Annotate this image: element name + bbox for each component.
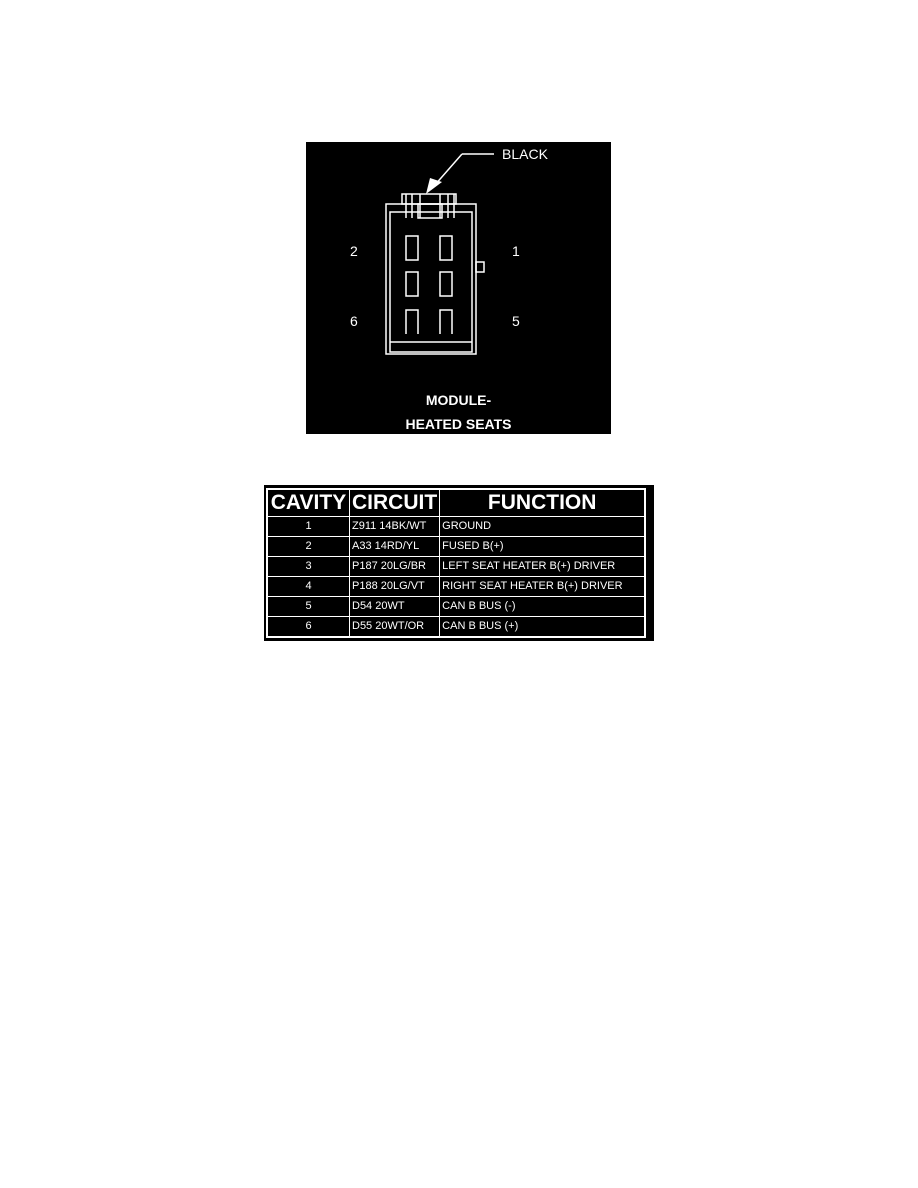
cavity-cell: 5 xyxy=(267,597,350,617)
circuit-cell: D54 20WT xyxy=(350,597,440,617)
circuit-cell: Z911 14BK/WT xyxy=(350,517,440,537)
pin-label-5: 5 xyxy=(512,313,520,329)
circuit-cell: D55 20WT/OR xyxy=(350,617,440,638)
table-row xyxy=(267,537,645,557)
circuit-cell: P188 20LG/VT xyxy=(350,577,440,597)
cavity-3 xyxy=(440,272,452,296)
circuit-cell: P187 20LG/BR xyxy=(350,557,440,577)
function-cell: FUSED B(+) xyxy=(440,537,646,557)
pin-label-1: 1 xyxy=(512,243,520,259)
connector-body xyxy=(386,204,476,354)
table-row xyxy=(267,617,645,638)
callout-label: BLACK xyxy=(502,146,548,162)
connector-key xyxy=(476,262,484,272)
function-cell: RIGHT SEAT HEATER B(+) DRIVER xyxy=(440,577,646,597)
connector-outline xyxy=(306,142,611,434)
pinout-table-panel xyxy=(264,485,654,641)
function-cell: CAN B BUS (-) xyxy=(440,597,646,617)
cavity-cell: 2 xyxy=(267,537,350,557)
cavity-4 xyxy=(406,272,418,296)
pin-label-6: 6 xyxy=(350,313,358,329)
pin-label-2: 2 xyxy=(350,243,358,259)
function-cell: CAN B BUS (+) xyxy=(440,617,646,638)
pinout-table xyxy=(266,488,646,638)
table-row xyxy=(267,597,645,617)
circuit-cell: A33 14RD/YL xyxy=(350,537,440,557)
function-cell: GROUND xyxy=(440,517,646,537)
cavity-2 xyxy=(406,236,418,260)
header-cavity: CAVITY xyxy=(267,489,350,517)
header-circuit: CIRCUIT xyxy=(350,489,440,517)
connector-diagram xyxy=(306,142,611,434)
cavity-cell: 3 xyxy=(267,557,350,577)
table-row xyxy=(267,557,645,577)
table-header-row xyxy=(267,489,645,517)
cavity-5 xyxy=(440,310,452,334)
cavity-cell: 1 xyxy=(267,517,350,537)
connector-lock-tab xyxy=(418,204,442,218)
cavity-cell: 6 xyxy=(267,617,350,638)
cavity-cell: 4 xyxy=(267,577,350,597)
table-row xyxy=(267,577,645,597)
table-row xyxy=(267,517,645,537)
diagram-title-line1: MODULE- xyxy=(425,392,492,408)
diagram-title-line2: HEATED SEATS xyxy=(405,416,512,432)
cavity-1 xyxy=(440,236,452,260)
header-function: FUNCTION xyxy=(440,489,646,517)
cavity-6 xyxy=(406,310,418,334)
function-cell: LEFT SEAT HEATER B(+) DRIVER xyxy=(440,557,646,577)
